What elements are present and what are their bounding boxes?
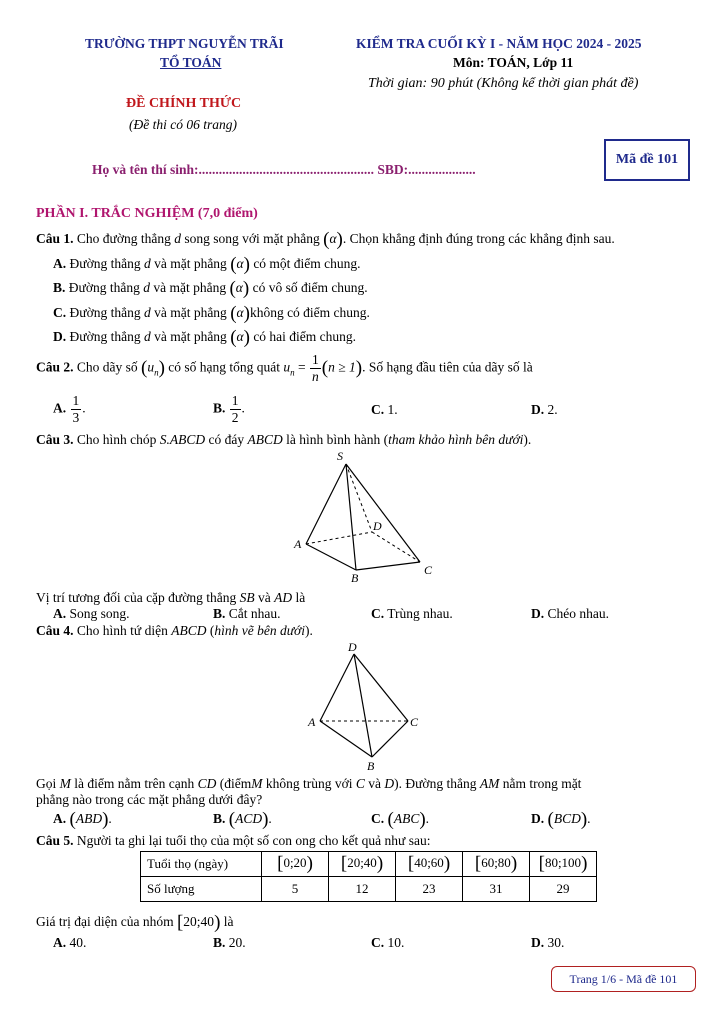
table-row <box>141 852 597 877</box>
exam-code-box: Mã đề 101 <box>604 139 690 181</box>
point-d-label: D <box>348 640 357 654</box>
question-3-stem: Câu 3. Cho hình chóp S.ABCD có đáy ABCD là hình bình hành (tham khảo hình bên dưới). <box>36 432 532 447</box>
question-5-option-a: A. 40. <box>53 935 87 950</box>
official-label: ĐỀ CHÍNH THỨC <box>126 96 242 111</box>
question-1-stem: Câu 1. Cho đường thẳng d song song với mặt phẳng (α). Chọn khẳng định đúng trong các khẳng định sau. <box>36 229 615 250</box>
question-1-option-d: D. Đường thẳng d và mặt phẳng (α) có hai điểm chung. <box>53 327 357 348</box>
question-5-option-c: C. 10. <box>371 935 405 950</box>
question-5-ask: Giá trị đại diện của nhóm [20;40) là <box>36 912 234 933</box>
question-2-option-a: A. $\frac{1}{3}$ . <box>53 393 86 425</box>
table-cell: 5 <box>262 877 329 902</box>
point-a-label: A <box>294 537 302 551</box>
point-d-label: D <box>373 519 382 533</box>
section-title: PHẦN I. TRẮC NGHIỆM (7,0 điểm) <box>36 206 258 221</box>
question-5-option-b: B. 20. <box>213 935 246 950</box>
table-cell: [20;40) <box>329 852 396 877</box>
point-b-label: B <box>367 759 375 773</box>
pages-note: (Đề thi có 06 trang) <box>129 117 237 132</box>
point-c-label: C <box>410 715 419 729</box>
school-name: TRƯỜNG THPT NGUYỄN TRÃI <box>85 36 284 51</box>
table-cell: 12 <box>329 877 396 902</box>
question-4-stem: Câu 4. Cho hình tứ diện ABCD (hình vẽ bên dưới). <box>36 623 313 638</box>
exam-time: Thời gian: 90 phút (Không kể thời gian phát đề) <box>368 76 639 91</box>
question-3-option-a: A. Song song. <box>53 606 130 621</box>
question-3-option-d: D. Chéo nhau. <box>531 606 609 621</box>
table-cell: 29 <box>530 877 597 902</box>
department-name: TỔ TOÁN <box>160 55 222 70</box>
point-b-label: B <box>351 571 359 584</box>
question-5-stem: Câu 5. Người ta ghi lại tuổi thọ của một số con ong cho kết quả như sau: <box>36 833 431 848</box>
question-4-option-b: B. (ACD). <box>213 809 272 830</box>
question-2-option-d: D. 2. <box>531 402 558 417</box>
tetrahedron-figure <box>300 640 430 774</box>
question-3-option-c: C. Trùng nhau. <box>371 606 453 621</box>
question-5-option-d: D. 30. <box>531 935 565 950</box>
question-4-ask: Gọi M là điểm nằm trên cạnh CD (điểmM không trùng với C và D). Đường thẳng AM nằm trong mặt <box>36 776 582 791</box>
point-s-label: S <box>337 449 343 463</box>
question-4-option-a: A. (ABD). <box>53 809 112 830</box>
table-row <box>141 877 597 902</box>
question-1-option-b: B. Đường thẳng d và mặt phẳng (α) có vô số điểm chung. <box>53 278 368 299</box>
point-a-label: A <box>308 715 316 729</box>
question-3-option-b: B. Cắt nhau. <box>213 606 281 621</box>
question-2-stem: Câu 2. Cho dãy số $(u_n)$ có số hạng tổng quát $u_n$ = $\frac{1}{n}$ (n ≥ 1). Số hạng đầu tiên của dãy số là <box>36 352 533 384</box>
question-1-option-a: A. Đường thẳng d và mặt phẳng (α) có một điểm chung. <box>53 254 361 275</box>
question-2-option-b: B. $\frac{1}{2}$ . <box>213 393 245 425</box>
question-4-option-d: D. (BCD). <box>531 809 591 830</box>
table-header-cell: Số lượng <box>141 877 262 902</box>
point-c-label: C <box>424 563 433 577</box>
question-4-option-c: C. (ABC). <box>371 809 430 830</box>
question-3-ask: Vị trí tương đối của cặp đường thẳng SB và AD là <box>36 590 306 605</box>
table-header-cell: Tuổi thọ (ngày) <box>141 852 262 877</box>
pyramid-figure <box>290 448 440 584</box>
page-footer: Trang 1/6 - Mã đề 101 <box>551 966 696 992</box>
lifespan-table <box>140 851 597 902</box>
table-cell: [0;20) <box>262 852 329 877</box>
question-4-ask-cont: phẳng nào trong các mặt phẳng dưới đây? <box>36 792 263 807</box>
question-2-option-c: C. 1. <box>371 402 398 417</box>
table-cell: 23 <box>396 877 463 902</box>
table-cell: [60;80) <box>463 852 530 877</box>
table-cell: [80;100) <box>530 852 597 877</box>
question-1-option-c: C. Đường thẳng d và mặt phẳng (α)không có điểm chung. <box>53 303 370 324</box>
exam-title: KIỂM TRA CUỐI KỲ I - NĂM HỌC 2024 - 2025 <box>356 36 642 51</box>
candidate-line: Họ và tên thí sinh:.................................................... SBD:.................... <box>92 162 476 177</box>
exam-subject: Môn: TOÁN, Lớp 11 <box>453 55 574 70</box>
table-cell: 31 <box>463 877 530 902</box>
table-cell: [40;60) <box>396 852 463 877</box>
